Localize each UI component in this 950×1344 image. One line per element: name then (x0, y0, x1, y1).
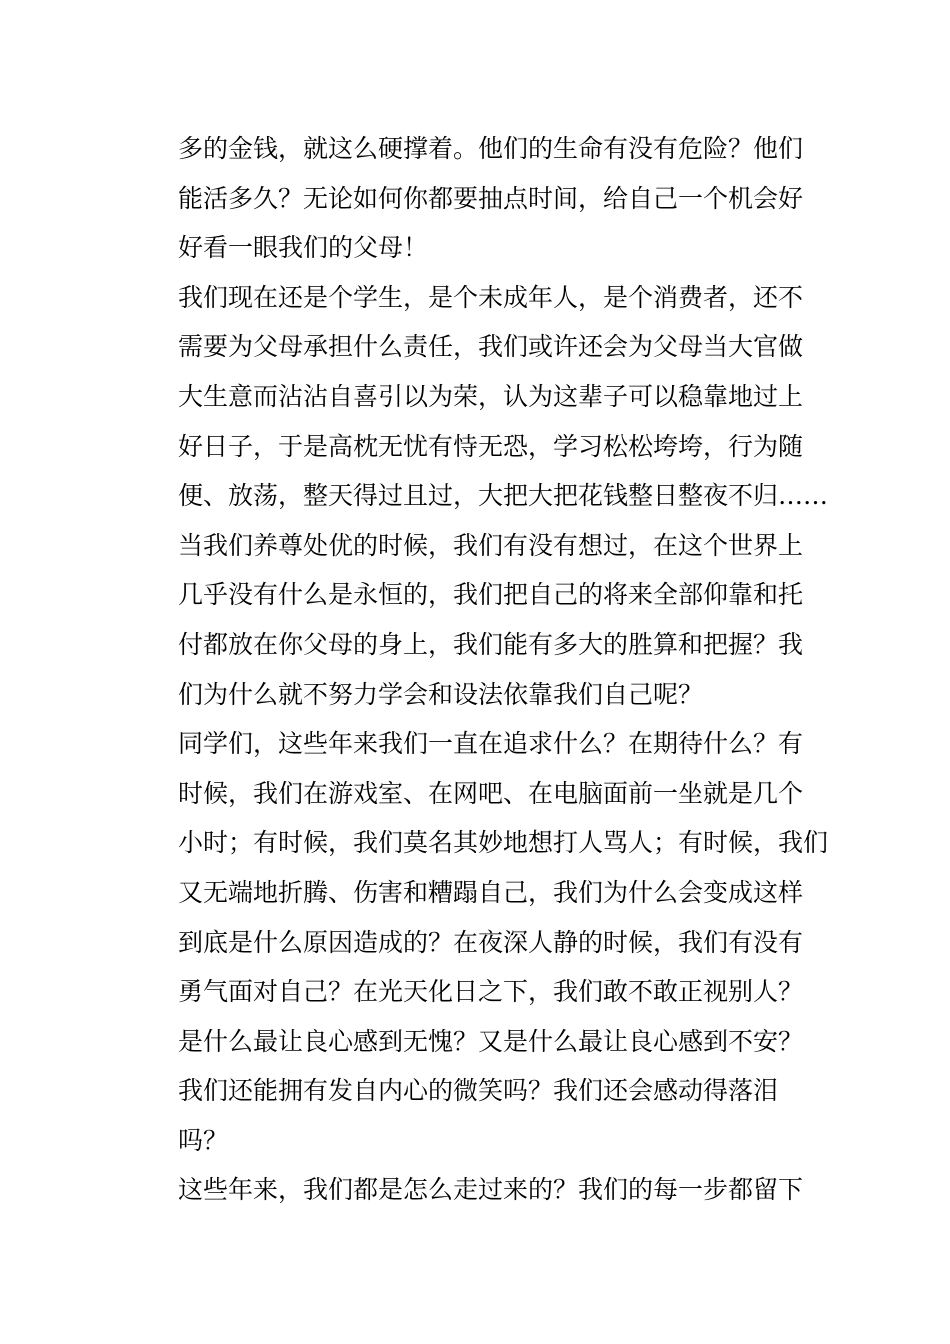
text-line: 到底是什么原因造成的？在夜深人静的时候，我们有没有 (178, 927, 804, 957)
text-line: 小时；有时候，我们莫名其妙地想打人骂人；有时候，我们 (178, 828, 829, 858)
text-line: 这些年来，我们都是怎么走过来的？我们的每一步都留下 (178, 1175, 804, 1205)
text-line: 时候，我们在游戏室、在网吧、在电脑面前一坐就是几个 (178, 778, 804, 808)
text-line: 吗？ (178, 1125, 229, 1155)
text-line: 我们还能拥有发自内心的微笑吗？我们还会感动得落泪 (178, 1076, 779, 1106)
text-line: 是什么最让良心感到无愧？又是什么最让良心感到不安？ (178, 1026, 804, 1056)
text-line: 付都放在你父母的身上，我们能有多大的胜算和把握？我 (178, 629, 804, 659)
text-line: 勇气面对自己？在光天化日之下，我们敢不敢正视别人？ (178, 977, 804, 1007)
text-line: 们为什么就不努力学会和设法依靠我们自己呢？ (178, 679, 704, 709)
text-line: 需要为父母承担什么责任，我们或许还会为父母当大官做 (178, 332, 804, 362)
text-line: 多的金钱，就这么硬撑着。他们的生命有没有危险？他们 (178, 134, 804, 163)
body-text (178, 124, 829, 1215)
text-line: 好看一眼我们的父母！ (178, 233, 429, 263)
text-line: 同学们，这些年来我们一直在追求什么？在期待什么？有 (178, 729, 804, 759)
text-line: 几乎没有什么是永恒的，我们把自己的将来全部仰靠和托 (178, 580, 804, 610)
text-line: 好日子，于是高枕无忧有恃无恐，学习松松垮垮，行为随 (178, 431, 804, 461)
text-line: 大生意而沾沾自喜引以为荣，认为这辈子可以稳靠地过上 (178, 381, 804, 411)
text-line: 当我们养尊处优的时候，我们有没有想过，在这个世界上 (178, 530, 804, 560)
text-line: 我们现在还是个学生，是个未成年人，是个消费者，还不 (178, 282, 804, 312)
text-line: 便、放荡，整天得过且过，大把大把花钱整日整夜不归…… (178, 481, 829, 511)
text-line: 能活多久？无论如何你都要抽点时间，给自己一个机会好 (178, 183, 804, 213)
text-line: 又无端地折腾、伤害和糟蹋自己，我们为什么会变成这样 (178, 877, 804, 907)
